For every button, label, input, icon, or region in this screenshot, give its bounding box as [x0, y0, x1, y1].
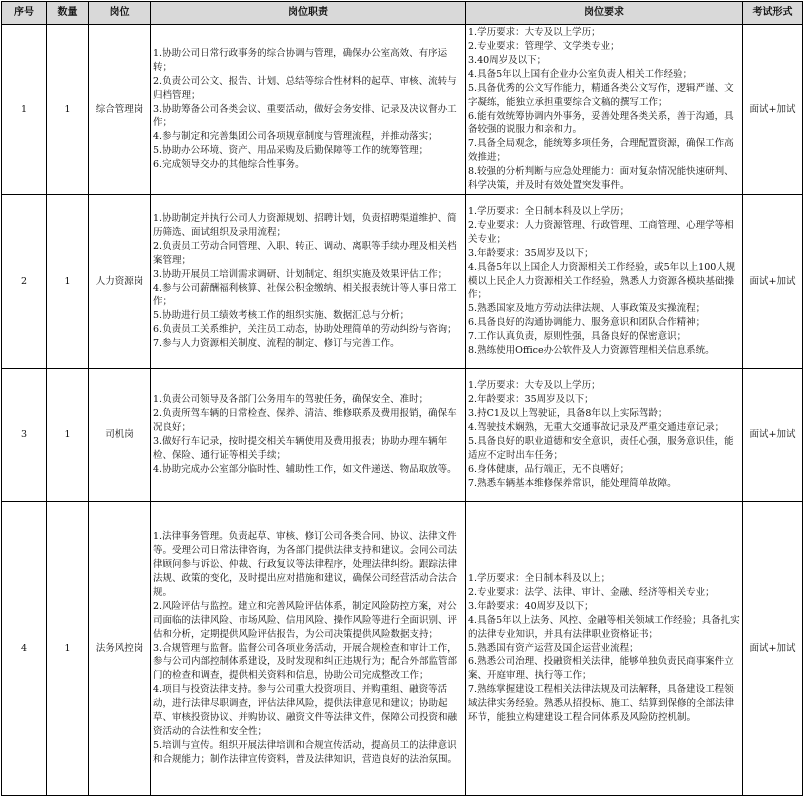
header-requirements: 岗位要求 [466, 2, 743, 25]
requirement-item: 8.熟练使用Office办公软件及人力资源管理相关信息系统。 [468, 345, 715, 357]
row-no: 1 [2, 25, 47, 195]
requirement-item: 4.具备5年以上法务、风控、金融等相关领域工作经验；具备扎实的法律专业知识，并具有法律职业资格证书； [468, 614, 740, 640]
table-row [2, 369, 803, 502]
row-count: 1 [47, 502, 89, 796]
row-count: 1 [47, 195, 89, 369]
duty-item: 1.协助制定并执行公司人力资源规划、招聘计划，负责招聘渠道维护、简历筛选、面试组织及录用流程； [153, 212, 457, 238]
requirement-item: 3.持C1及以上驾驶证，具备8年以上实际驾龄； [468, 408, 668, 420]
requirement-item: 7.熟练掌握建设工程相关法律法规及司法解释，具备建设工程领域法律实务经验。熟悉从招投标、施工、结算到保修的全部法律环节，能独立构建建设工程合同体系及风险防控机制。 [468, 684, 735, 724]
duty-item: 2.负责公司公文、报告、计划、总结等综合性材料的起草、审核、流转与归档管理； [153, 75, 457, 101]
duty-item: 6.完成领导交办的其他综合性事务。 [153, 159, 305, 171]
requirement-item: 8.较强的分析判断与应急处理能力：面对复杂情况能快速研判、科学决策，并及时有效处置突发事件。 [468, 166, 734, 192]
duty-item: 3.合规管理与监督。监督公司各项业务活动，开展合规检查和审计工作，参与公司内部控制体系建设，及时发现和纠正违规行为；配合外部监管部门的检查和调查，提供相关资料和信息，协助公司完成整改工作； [153, 642, 458, 682]
duty-item: 4.参与公司薪酬福利核算、社保公积金缴纳、相关报表统计等人事日常工作； [153, 282, 457, 308]
requirement-item: 1.学历要求：大专及以上学历； [468, 380, 601, 392]
requirement-item: 6.身体健康，品行端正，无不良嗜好； [468, 463, 630, 475]
requirement-item: 6.能有效统筹协调内外事务，妥善处理各类关系，善于沟通，具备较强的说服力和亲和力。 [468, 110, 734, 136]
duty-item: 1.负责公司领导及各部门公务用车的驾驶任务，确保安全、准时； [153, 394, 429, 406]
duty-item: 3.协助筹备公司各类会议、重要活动，做好会务安排、记录及决议督办工作； [153, 103, 457, 129]
header-duties: 岗位职责 [151, 2, 466, 25]
requirement-item: 2.年龄要求：35周岁及以下； [468, 394, 594, 406]
row-duties [151, 25, 466, 195]
duty-item: 2.负责员工劳动合同管理、入职、转正、调动、离职等手续办理及相关档案管理； [153, 240, 457, 266]
duty-item: 7.参与人力资源相关制度、流程的制定、修订与完善工作。 [153, 338, 400, 350]
row-no: 2 [2, 195, 47, 369]
duty-item: 4.协助完成办公室部分临时性、辅助性工作，如文件递送、物品取放等。 [153, 463, 457, 475]
row-no: 4 [2, 502, 47, 796]
requirement-item: 5.熟悉国有资产运营及国企运营业流程； [468, 642, 639, 654]
duty-item: 3.协助开展员工培训需求调研、计划制定、组织实施及效果评估工作； [153, 268, 448, 280]
row-exam: 面试+加试 [743, 369, 803, 502]
duty-item: 1.法律事务管理。负责起草、审核、修订公司各类合同、协议、法律文件等。受理公司日常法律咨询，为各部门提供法律支持和建议。会同公司法律顾问参与诉讼、仲裁、行政复议等法律程序，处理法律纠纷。跟踪法律法规、政策的变化，及时提出应对措施和建议，确保公司经营活动合法合规。 [153, 531, 458, 598]
duty-item: 4.参与制定和完善集团公司各项规章制度与管理流程，并推动落实； [153, 131, 438, 143]
row-count: 1 [47, 25, 89, 195]
row-position: 人力资源岗 [89, 195, 151, 369]
row-requirements [466, 369, 743, 502]
duty-item: 5.培训与宣传。组织开展法律培训和合规宣传活动，提高员工的法律意识和合规能力；制作法律宣传资料，普及法律知识，营造良好的法治氛围。 [153, 739, 458, 765]
requirement-item: 5.具备良好的职业道德和安全意识，责任心强，服务意识佳，能适应不定时出车任务； [468, 436, 734, 461]
requirement-item: 6.熟悉公司治理、投融资相关法律，能够单独负责民商事案件立案、开庭审理、执行等工作； [468, 656, 734, 682]
header-position: 岗位 [89, 2, 151, 25]
duty-item: 4.项目与投资法律支持。参与公司重大投资项目、并购重组、融资等活动，进行法律尽职调查，评估法律风险，提供法律意见和建议；协助起草、审核投资协议、并购协议、融资文件等法律文件，保障公司投资和融资活动的合法性和安全性； [153, 684, 458, 737]
requirement-item: 3.年龄要求：35周岁及以下； [468, 247, 594, 259]
requirement-item: 1.学历要求：全日制本科及以上； [468, 573, 611, 585]
requirement-item: 2.专业要求：法学、法律、审计、金融、经济等相关专业； [468, 586, 715, 598]
requirement-item: 1.学历要求：全日制本科及以上学历； [468, 206, 630, 218]
recruitment-table [1, 1, 803, 796]
requirement-item: 6.具备良好的沟通协调能力、服务意识和团队合作精神； [468, 317, 706, 329]
row-count: 1 [47, 369, 89, 502]
row-exam: 面试+加试 [743, 502, 803, 796]
table-row [2, 195, 803, 369]
requirement-item: 2.专业要求：管理学、文学类专业； [468, 40, 620, 52]
row-position: 综合管理岗 [89, 25, 151, 195]
duty-item: 2.风险评估与监控。建立和完善风险评估体系，制定风险防控方案，对公司面临的法律风险、市场风险、信用风险、操作风险等进行全面识别、评估和分析，定期提供风险评估报告，为公司决策提供风险数据支持； [153, 600, 458, 640]
requirement-item: 7.熟悉车辆基本维修保养常识，能处理简单故障。 [468, 477, 677, 489]
row-requirements [466, 25, 743, 195]
header-count: 数量 [47, 2, 89, 25]
requirement-item: 3.40周岁及以下； [468, 54, 547, 66]
row-duties [151, 369, 466, 502]
requirement-item: 4.具备5年以上国企人力资源相关工作经验，或5年以上100人规模以上民企人力资源相关工作经验，熟悉人力资源各模块基础操作； [468, 261, 736, 301]
requirement-item: 1.学历要求：大专及以上学历； [468, 27, 601, 39]
requirement-item: 5.具备优秀的公文写作能力，精通各类公文写作，逻辑严谨、文字凝练，能独立承担重要综合文稿的撰写工作； [468, 82, 734, 108]
requirement-item: 2.专业要求：人力资源管理、行政管理、工商管理、心理学等相关专业； [468, 219, 734, 245]
header-exam: 考试形式 [743, 2, 803, 25]
requirement-item: 7.工作认真负责，原则性强，具备良好的保密意识； [468, 331, 687, 343]
row-requirements [466, 502, 743, 796]
header-no: 序号 [2, 2, 47, 25]
row-requirements [466, 195, 743, 369]
row-position: 法务风控岗 [89, 502, 151, 796]
row-exam: 面试+加试 [743, 25, 803, 195]
requirement-item: 4.具备5年以上国有企业办公室负责人相关工作经验； [468, 68, 693, 80]
duty-item: 2.负责所驾车辆的日常检查、保养、清洁、维修联系及费用报销，确保车况良好； [153, 408, 457, 434]
row-position: 司机岗 [89, 369, 151, 502]
table-row [2, 25, 803, 195]
table-row [2, 502, 803, 796]
requirement-item: 7.具备全局观念，能统筹多项任务，合理配置资源，确保工作高效推进； [468, 138, 734, 164]
duty-item: 1.协助公司日常行政事务的综合协调与管理，确保办公室高效、有序运转； [153, 47, 448, 73]
row-duties [151, 195, 466, 369]
row-no: 3 [2, 369, 47, 502]
requirement-item: 5.熟悉国家及地方劳动法律法规、人事政策及实操流程； [468, 303, 706, 315]
duty-item: 5.协助进行员工绩效考核工作的组织实施、数据汇总与分析； [153, 310, 410, 322]
duty-item: 5.协助办公环境、资产、用品采购及后勤保障等工作的统筹管理； [153, 145, 429, 157]
requirement-item: 3.年龄要求：40周岁及以下； [468, 600, 594, 612]
duty-item: 6.负责员工关系维护，关注员工动态，协助处理简单的劳动纠纷与咨询； [153, 324, 457, 336]
requirement-item: 4.驾驶技术娴熟，无重大交通事故记录及严重交通违章记录； [468, 422, 725, 434]
duty-item: 3.做好行车记录，按时提交相关车辆使用及费用报表；协助办理车辆年检、保险、通行证等相关手续； [153, 436, 448, 461]
table-header-row [2, 2, 803, 25]
row-exam: 面试+加试 [743, 195, 803, 369]
row-duties [151, 502, 466, 796]
